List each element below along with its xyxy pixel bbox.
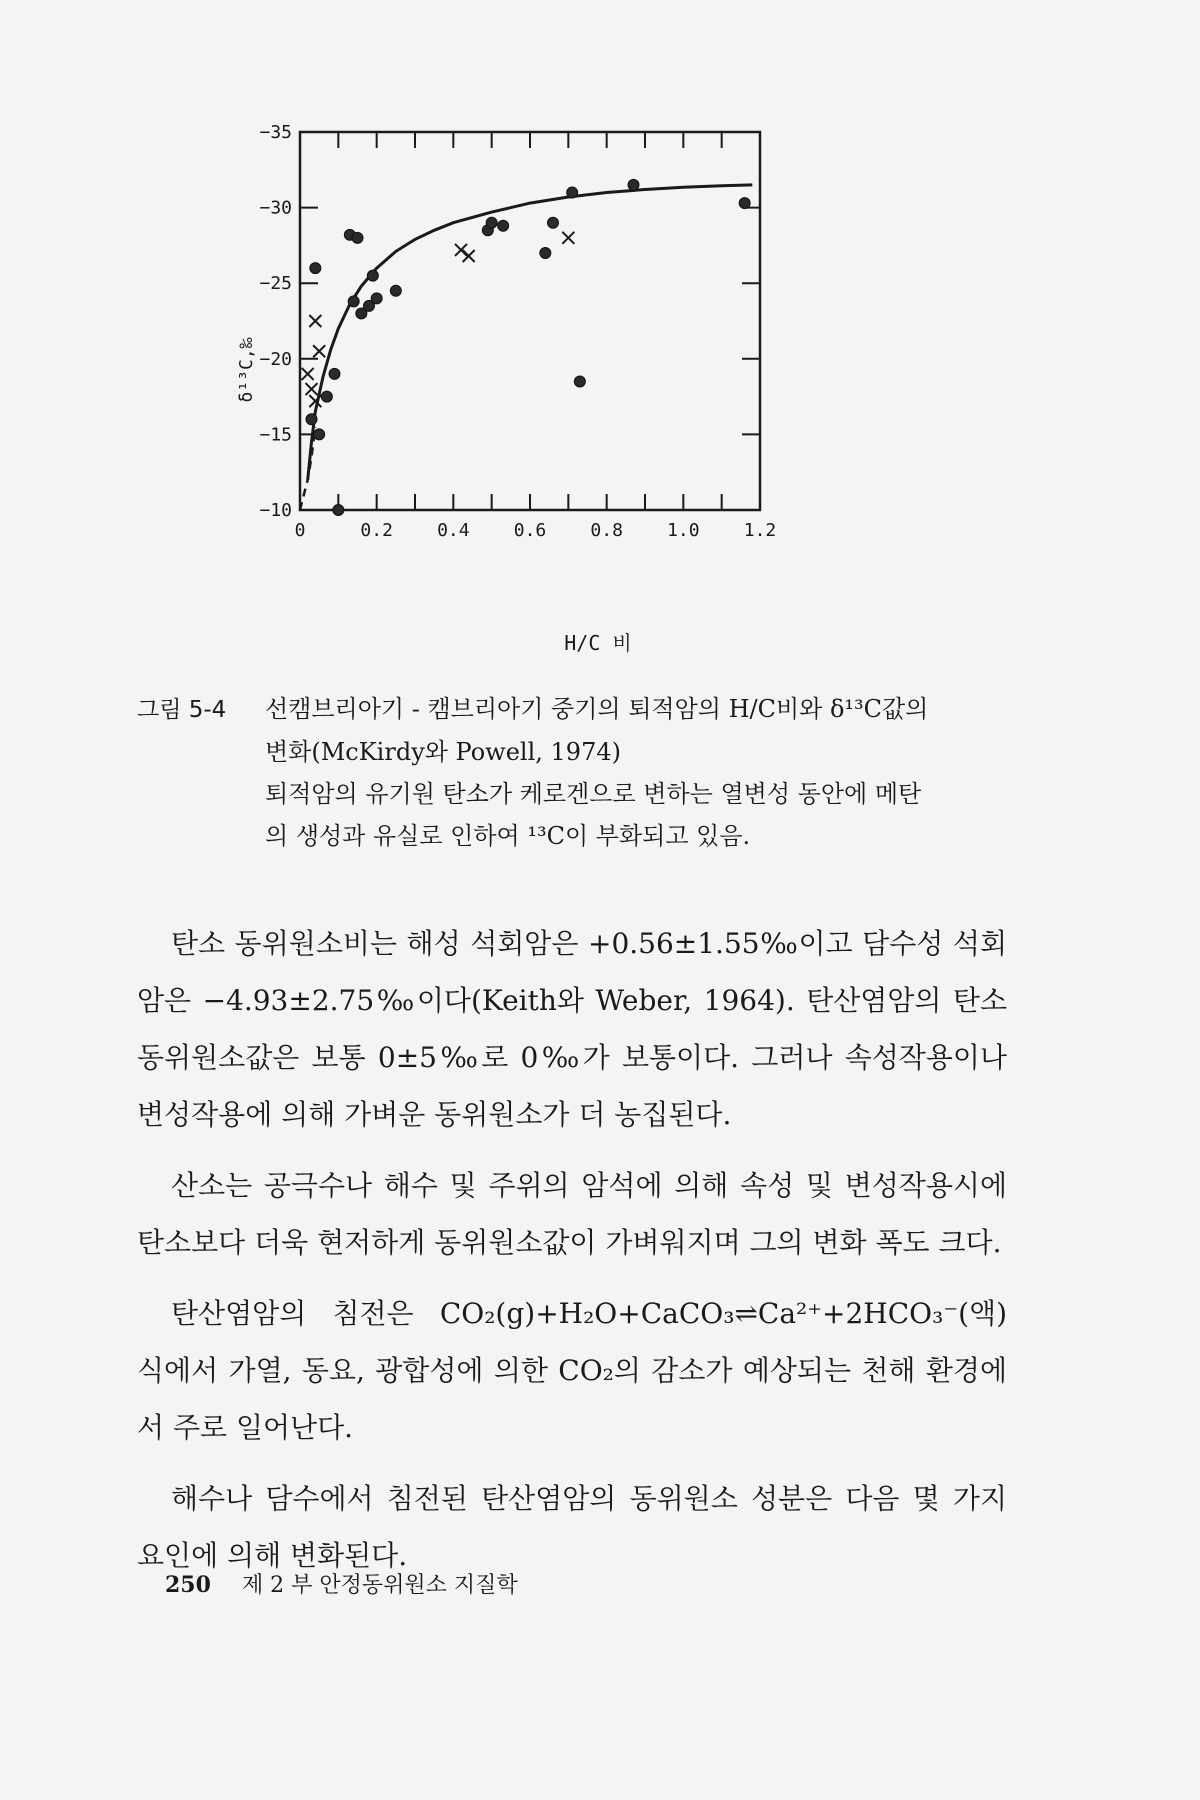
data-point-cross [463, 250, 475, 262]
x-tick-label: 0.6 [513, 520, 547, 541]
page-number: 250 [165, 1572, 211, 1598]
caption-line-3: 퇴적암의 유기원 탄소가 케로겐으로 변하는 열변성 동안에 메탄 [265, 780, 922, 808]
paragraph-1: 탄소 동위원소비는 해성 석회암은 +0.56±1.55‰이고 담수성 석회암은 −4.93±2.75‰이다(Keith와 Weber, 1964). 탄산염암의 탄소 동위원소값은 보통 0±5‰로 0‰가 보통이다. 그러나 속성작용이나 변성작용에 의해 가벼운 동위원소가 더 농집된다. [137, 927, 1007, 1131]
data-point-circle [352, 232, 363, 243]
y-tick-label: −20 [259, 348, 292, 370]
x-tick-label: 0.2 [360, 520, 393, 541]
y-tick-label: −35 [259, 122, 292, 143]
data-point-cross [313, 345, 325, 357]
y-axis-label: δ¹³C,‰ [236, 337, 257, 403]
data-point-circle [567, 187, 578, 198]
scatter-chart [230, 120, 950, 680]
x-tick-label: 0.8 [590, 520, 623, 541]
data-point-circle [540, 247, 551, 258]
data-point-circle [348, 296, 359, 307]
data-point-circle [574, 376, 585, 387]
trend-curve [308, 185, 753, 480]
data-point-cross [562, 232, 574, 244]
paragraph-4: 해수나 담수에서 침전된 탄산염암의 동위원소 성분은 다음 몇 가지 요인에 의해 변화된다. [137, 1482, 1007, 1572]
chart-marks [302, 179, 751, 515]
paragraph-3: 탄산염암의 침전은 CO₂(g)+H₂O+CaCO₃⇌Ca²⁺+2HCO₃⁻(액) 식에서 가열, 동요, 광합성에 의한 CO₂의 감소가 예상되는 천해 환경에서 주로 일어난다. [137, 1297, 1007, 1444]
data-point-cross [302, 368, 314, 380]
data-point-circle [333, 505, 344, 516]
x-tick-label: 1.0 [667, 520, 700, 541]
data-point-circle [371, 293, 382, 304]
chart-axes [300, 132, 760, 510]
data-point-circle [390, 285, 401, 296]
data-point-circle [329, 368, 340, 379]
data-point-circle [367, 270, 378, 281]
data-point-circle [548, 217, 559, 228]
paragraph-2: 산소는 공극수나 해수 및 주위의 암석에 의해 속성 및 변성작용시에 탄소보다 더욱 현저하게 동위원소값이 가벼워지며 그의 변화 폭도 크다. [137, 1169, 1007, 1259]
x-tick-label: 0.4 [437, 520, 470, 541]
body-text [137, 915, 1007, 1584]
data-point-circle [310, 263, 321, 274]
x-axis-label: H/C 비 [564, 631, 632, 655]
caption-line-2: 변화(McKirdy와 Powell, 1974) [265, 738, 621, 766]
data-point-circle [314, 429, 325, 440]
data-point-cross [455, 244, 467, 256]
y-tick-label: −25 [259, 273, 292, 295]
data-point-circle [486, 217, 497, 228]
data-point-circle [628, 179, 639, 190]
figure-caption [137, 688, 1057, 857]
x-tick-label: 0 [294, 520, 306, 541]
caption-line-1: 선캠브리아기 - 캠브리아기 중기의 퇴적암의 H/C비와 δ¹³C값의 [265, 695, 929, 723]
y-tick-label: −15 [259, 424, 292, 446]
y-tick-label: −10 [259, 500, 292, 521]
x-tick-label: 1.2 [743, 520, 777, 541]
data-point-circle [306, 414, 317, 425]
plot-frame [300, 132, 760, 510]
data-point-circle [498, 220, 509, 231]
figure-label: 그림 5-4 [137, 697, 227, 723]
page-footer [165, 1568, 518, 1599]
data-point-circle [321, 391, 332, 402]
chart-curves [300, 185, 752, 510]
data-point-cross [306, 383, 318, 395]
caption-line-4: 의 생성과 유실로 인하여 ¹³C이 부화되고 있음. [265, 822, 751, 850]
data-point-cross [309, 315, 321, 327]
data-point-circle [739, 198, 750, 209]
footer-section: 제 2 부 안정동위원소 지질학 [241, 1573, 518, 1598]
y-tick-label: −30 [259, 197, 292, 219]
